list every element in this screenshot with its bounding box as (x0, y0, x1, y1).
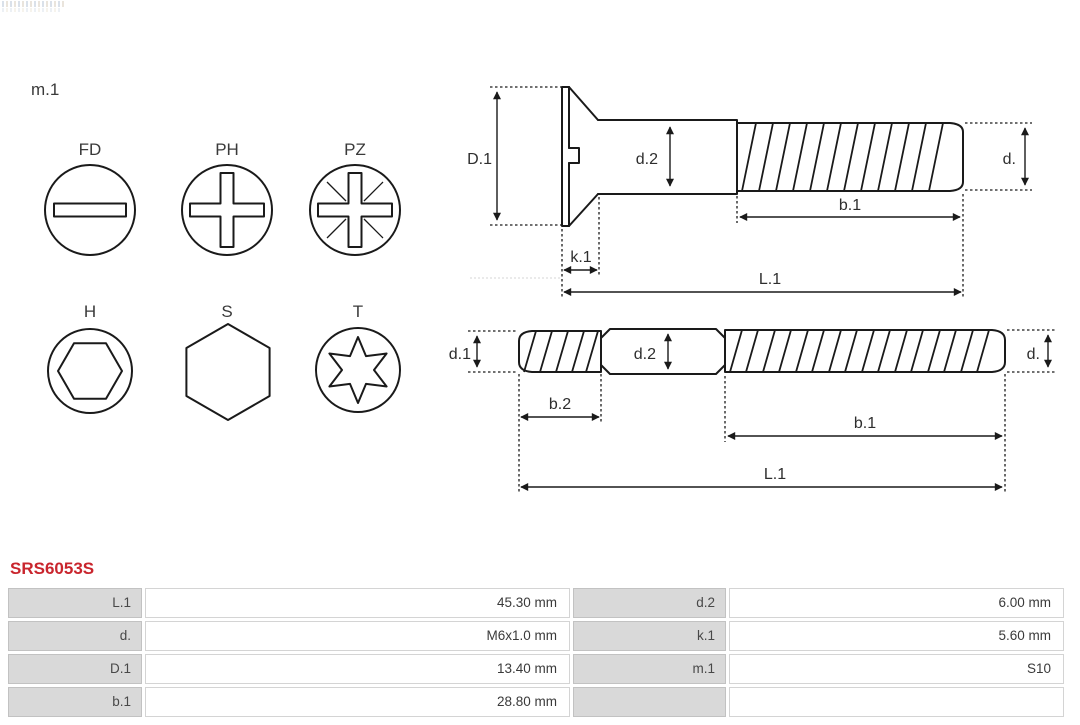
dim-label: d. (1002, 151, 1016, 168)
stud-left-thread-hatching (524, 331, 598, 372)
head-label-ph: PH (215, 140, 239, 159)
dim-label: d.2 (633, 346, 656, 363)
dim-label: b.1 (838, 197, 862, 214)
d1-extension-lines (468, 331, 517, 372)
pz-circle (310, 165, 400, 255)
spec-label: k.1 (573, 621, 726, 651)
dim-label: D.1 (467, 151, 492, 168)
spec-label: m.1 (573, 654, 726, 684)
head-label-fd: FD (78, 140, 102, 159)
dim-label: d.2 (635, 151, 658, 168)
dim-label: L.1 (758, 271, 782, 288)
spec-table (5, 585, 1067, 720)
head-group-label: m.1 (31, 80, 60, 99)
stud-right-thread-hatching (730, 330, 989, 372)
fd-slot-icon (54, 204, 126, 217)
head-symbol-ph (182, 140, 272, 255)
spec-label: d. (8, 621, 142, 651)
head-label-h: H (83, 302, 97, 321)
t-circle (316, 328, 400, 412)
spec-label: d.2 (573, 588, 726, 618)
spec-label (573, 687, 726, 717)
dim-label: k.1 (570, 249, 592, 266)
spec-value (729, 687, 1064, 717)
screw-head-slot-notch (569, 148, 579, 163)
watermark (2, 8, 62, 12)
screw-thread-hatching (742, 123, 943, 191)
part-number: SRS6053S (10, 559, 95, 578)
head-symbol-s (186, 302, 269, 420)
stud-middle-section (601, 329, 725, 374)
h-hexagon-icon (58, 343, 122, 398)
head-label-s: S (221, 302, 233, 321)
head-symbol-t (316, 302, 400, 412)
t-star-icon (329, 337, 386, 403)
h-circle (48, 329, 132, 413)
dim-label: L.1 (763, 466, 787, 483)
dim-label: b.1 (853, 415, 877, 432)
spec-label: b.1 (8, 687, 142, 717)
spec-value: 13.40 mm (145, 654, 570, 684)
spec-value: M6x1.0 mm (145, 621, 570, 651)
spec-value: 28.80 mm (145, 687, 570, 717)
screw-shank (598, 120, 737, 194)
screw-head-taper (569, 87, 598, 226)
spec-value: 6.00 mm (729, 588, 1064, 618)
table-row (8, 588, 1064, 618)
head-label-pz: PZ (344, 140, 366, 159)
spec-value: 45.30 mm (145, 588, 570, 618)
head-symbol-pz (310, 140, 400, 255)
spec-value: 5.60 mm (729, 621, 1064, 651)
head-symbol-fd (45, 140, 135, 255)
watermark (2, 1, 66, 7)
fd-circle (45, 165, 135, 255)
head-symbol-h (48, 302, 132, 413)
b2-extension-lines (519, 374, 601, 493)
ph-circle (182, 165, 272, 255)
spec-label: L.1 (8, 588, 142, 618)
d1-extension-lines (490, 87, 562, 225)
ph-cross-icon (190, 173, 264, 247)
pz-diagonals (327, 182, 383, 238)
s-hexagon-icon (186, 324, 269, 420)
table-row (8, 621, 1064, 651)
spec-label: D.1 (8, 654, 142, 684)
screw-head-face (562, 87, 569, 226)
dim-label: b.2 (548, 396, 572, 413)
stud-drawing (449, 329, 1055, 493)
head-label-t: T (352, 302, 364, 321)
spec-value: S10 (729, 654, 1064, 684)
dim-label: d. (1026, 346, 1040, 363)
d-extension-lines (965, 123, 1032, 190)
countersunk-screw-drawing (467, 87, 1032, 298)
dim-label: d.1 (448, 346, 471, 363)
table-row (8, 687, 1064, 717)
table-row (8, 654, 1064, 684)
